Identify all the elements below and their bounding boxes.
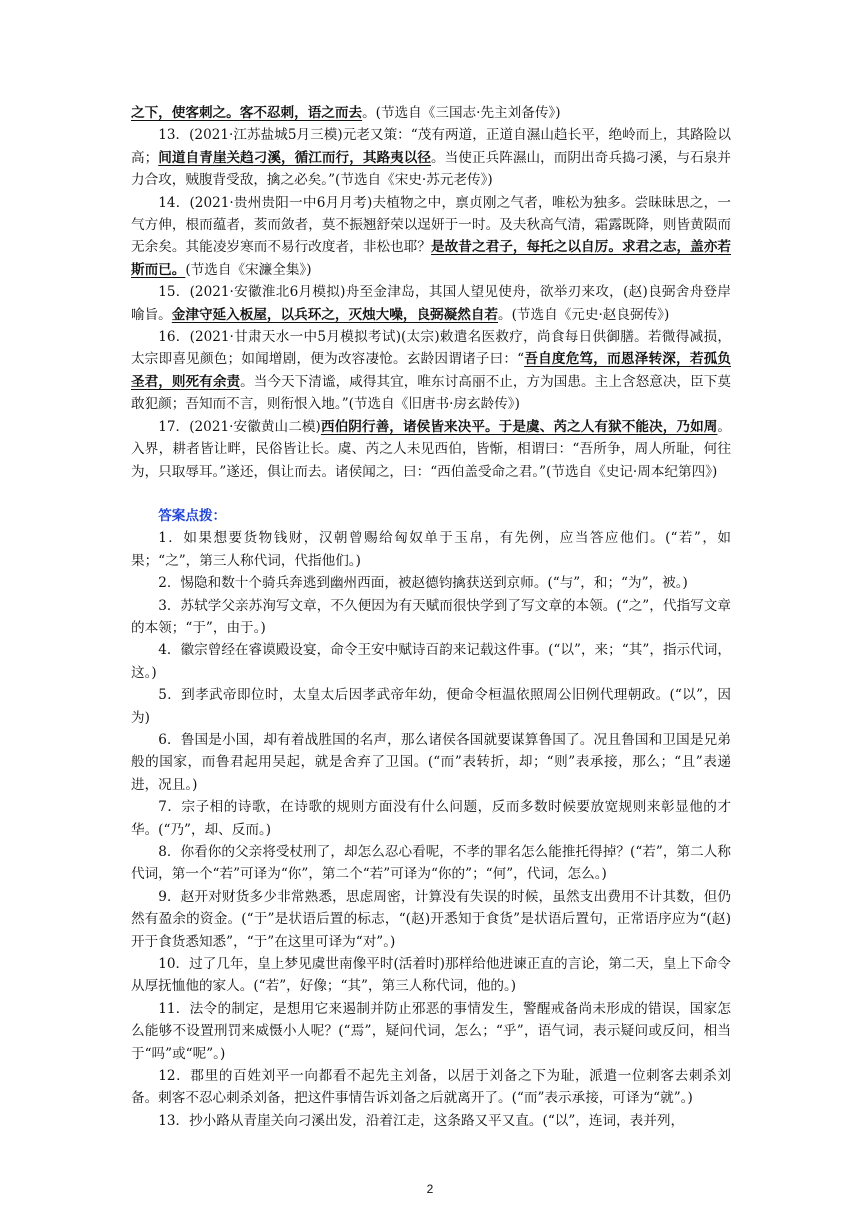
answer-12: 12．郡里的百姓刘平一向都看不起先主刘备，以居于刘备之下为耻，派遣一位刺客去刺杀刘备。刺客不忍心刺杀刘备，把这件事情告诉刘备之后就离开了。(“而”表示承接，可译为“就”。): [131, 1068, 731, 1107]
answer-8: 8．你看你的父亲将受杖刑了，却怎么忍心看呢，不孝的罪名怎么能推托得掉？(“若”，第二人称代词，第一个“若”可译为“你”，第二个“若”可译为“你的”；“何”，代词，怎么。): [131, 844, 731, 883]
q17-key-sentence: 西伯阴行善，诸侯皆来决平。于是虞、芮之人有狱不能决，乃如周: [320, 418, 718, 435]
answer-5: 5．到孝武帝即位时，太皇太后因孝武帝年幼，便命令桓温依照周公旧例代理朝政。(“以”，因为): [131, 687, 731, 726]
answers-heading: 答案点拨：: [158, 507, 227, 524]
answer-9: 9．赵开对财货多少非常熟悉，思虑周密，计算没有失误的时候，虽然支出费用不计其数，但仍然有盈余的资金。(“于”是状语后置的标志，“(赵)开悉知于食货”是状语后置句，正常语序应为“(赵)开于食货悉知悉”，“于”在这里可译为“对”。): [131, 888, 731, 950]
q12-key-sentence: 之下，使客刺之。客不忍刺，语之而去: [131, 105, 363, 121]
q16-key-sentence: 吾自度危笃，而恩泽转深，若孤负圣君，则死有余责: [131, 351, 732, 390]
document-page: [131, 102, 731, 1132]
q15-key-sentence: 金津守延入板屋，以兵环之，灭烛大噪，良弼凝然自若: [171, 306, 499, 323]
answer-3: 3．苏轼学父亲苏洵写文章，不久便因为有天赋而很快学到了写文章的本领。(“之”，代指写文章的本领；“于”，由于。): [131, 597, 731, 636]
answer-10: 10．过了几年，皇上梦见虞世南像平时(活着时)那样给他进谏正直的言论，第二天，皇上下命令从厚抚恤他的家人。(“若”，好像；“其”，第三人称代词，他的。): [131, 956, 731, 995]
question-17: 17．(2021·安徽黄山二模)西伯阴行善，诸侯皆来决平。于是虞、芮之人有狱不能决，乃如周。入界，耕者皆让畔，民俗皆让长。虞、芮之人未见西伯，皆惭，相谓曰：“吾所争，周人所耻，何往为，只取辱耳。”遂还，俱让而去。诸侯闻之，曰：“西伯盖受命之君。”(节选自《史记·周本纪第四》): [131, 418, 732, 480]
answer-7: 7．宗子相的诗歌，在诗歌的规则方面没有什么问题，反而多数时候要放宽规则来彰显他的才华。(“乃”，却、反而。): [131, 799, 731, 838]
answer-13: 13．抄小路从青崖关向刁溪出发，沿着江走，这条路又平又直。(“以”，连词，表并列，: [158, 1112, 685, 1129]
question-13: 13．(2021·江苏盐城5月三模)元老又策：“茂有两道，正道自濕山趋长平，绝岭而上，其路险以高；间道自青崖关趋刁溪，循江而行，其路夷以径。当使正兵阵濕山，而阴出奇兵捣刁溪，与石泉并力合攻，贼腹背受敌，擒之必矣。”(节选自《宋史·苏元老传》): [131, 127, 732, 189]
question-16: 16．(2021·甘肃天水一中5月模拟考试)(太宗)敕遣名医救疗，尚食每日供御膳。若微得减损，太宗即喜见颜色；如闻增剧，便为改容凄怆。玄龄因谓诸子曰：“吾自度危笃，而恩泽转深，若孤负圣君，则死有余责。当今天下清谧，咸得其宜，唯东讨高丽不止，方为国患。主上含怒意决，臣下莫敢犯颜；吾知而不言，则衔恨入地。”(节选自《旧唐书·房玄龄传》): [131, 329, 732, 413]
q14-key-sentence: 是故昔之君子，每托之以自厉。求君之志，盖亦若斯而已。: [131, 239, 732, 278]
question-14: 14．(2021·贵州贵阳一中6月月考)夫植物之中，禀贞刚之气者，唯松为独多。尝昧昧思之，一气方伸，根而蕴者，荄而敛者，莫不振翘舒荣以逞妍于一时。及夫秋高气清，霜露既降，则皆黄陨而无余矣。其能凌岁寒而不易行改度者，非松也耶？是故昔之君子，每托之以自厉。求君之志，盖亦若斯而已。(节选自《宋濂全集》): [131, 194, 732, 278]
q13-key-sentence: 间道自青崖关趋刁溪，循江而行，其路夷以径: [158, 149, 432, 166]
page-number: 2: [426, 1182, 434, 1196]
answer-6: 6．鲁国是小国，却有着战胜国的名声，那么诸侯各国就要谋算鲁国了。况且鲁国和卫国是兄弟般的国家，而鲁君起用吴起，就是舍弃了卫国。(“而”表转折，却；“则”表承接，那么；“且”表递进，况且。): [131, 731, 731, 793]
answer-2: 2．惕隐和数十个骑兵奔逃到幽州西面，被赵德钧擒获送到京师。(“与”，和；“为”，被。): [158, 575, 688, 592]
question-15: 15．(2021·安徽淮北6月模拟)舟至金津岛，其国人望见使舟，欲举刃来攻，(赵)良弼舍舟登岸喻旨。金津守延入板屋，以兵环之，灭烛大噪，良弼凝然自若。(节选自《元史·赵良弼传》): [131, 284, 731, 323]
answer-11: 11．法令的制定，是想用它来遏制并防止邪恶的事情发生，警醒戒备尚未形成的错误，国家怎么能够不设置刑罚来威慑小人呢？(“焉”，疑问代词，怎么；“乎”，语气词，表示疑问或反问，相当于“吗”或“呢”。): [131, 1000, 731, 1062]
answer-1: 1．如果想要货物钱财，汉朝曾赐给匈奴单于玉帛，有先例，应当答应他们。(“若”，如果；“之”，第三人称代词，代指他们。): [131, 530, 731, 569]
answer-4: 4．徽宗曾经在睿谟殿设宴，命令王安中赋诗百韵来记载这件事。(“以”，来；“其”，指示代词，这。): [131, 642, 731, 681]
q12-continuation: 之下，使客刺之。客不忍刺，语之而去。(节选自《三国志·先主刘备传》): [131, 105, 561, 121]
